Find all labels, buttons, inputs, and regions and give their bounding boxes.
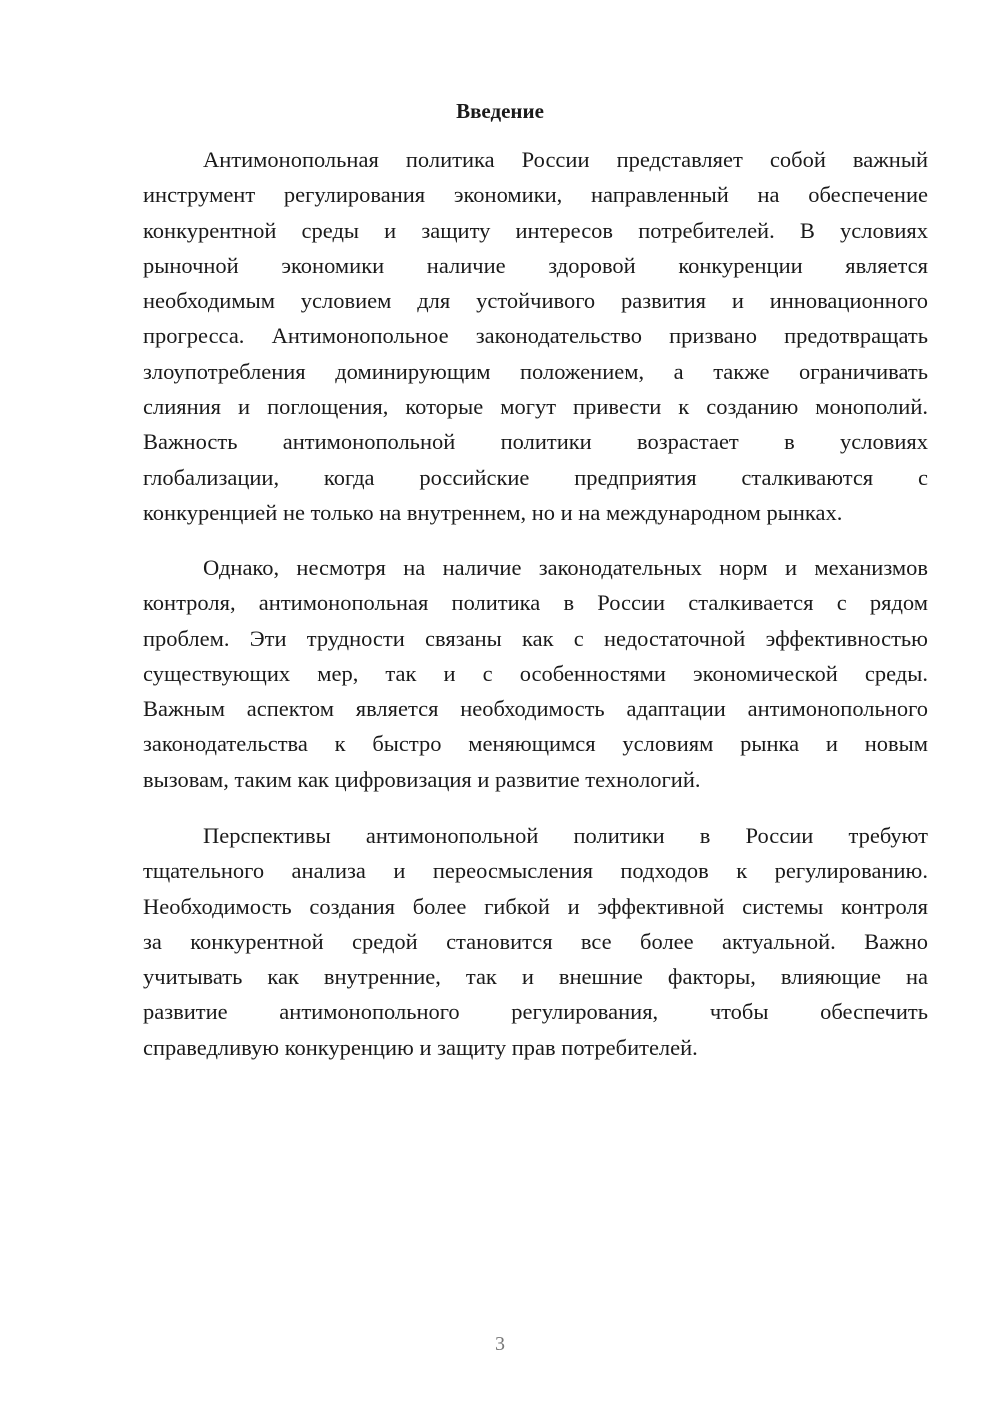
text-line: законодательства к быстро меняющимся условиям рынка и новым — [143, 731, 928, 757]
paragraph-2 — [143, 550, 928, 797]
text-line: необходимым условием для устойчивого развития и инновационного — [143, 288, 928, 314]
text-line: прогресса. Антимонопольное законодательство призвано предотвращать — [143, 323, 928, 349]
text-line: слияния и поглощения, которые могут привести к созданию монополий. — [143, 394, 928, 420]
text-line: Важность антимонопольной политики возрастает в условиях — [143, 429, 928, 455]
paragraph-1 — [143, 142, 928, 530]
text-line: существующих мер, так и с особенностями экономической среды. — [143, 660, 928, 686]
text-line: конкуренцией не только на внутреннем, но и на международном рынках. — [143, 499, 843, 525]
text-line: проблем. Эти трудности связаны как с недостаточной эффективностью — [143, 625, 928, 651]
text-line: учитывать как внутренние, так и внешние факторы, влияющие на — [143, 964, 928, 990]
text-line: Перспективы антимонопольной политики в России требуют — [203, 823, 928, 848]
text-line: глобализации, когда российские предприятия сталкиваются с — [143, 464, 928, 490]
text-line: контроля, антимонопольная политика в России сталкивается с рядом — [143, 590, 928, 616]
text-line: вызовам, таким как цифровизация и развитие технологий. — [143, 766, 701, 792]
text-line: за конкурентной средой становится все более актуальной. Важно — [143, 928, 928, 954]
section-title: Введение — [456, 99, 544, 123]
text-line: Однако, несмотря на наличие законодательных норм и механизмов — [203, 555, 928, 580]
text-line: справедливую конкуренцию и защиту прав потребителей. — [143, 1034, 698, 1060]
page-number: 3 — [495, 1333, 505, 1355]
text-line: рыночной экономики наличие здоровой конкуренции является — [143, 252, 928, 278]
text-line: инструмент регулирования экономики, направленный на обеспечение — [143, 182, 928, 208]
text-line: Антимонопольная политика России представляет собой важный — [203, 147, 928, 172]
paragraph-3 — [143, 818, 928, 1065]
text-line: злоупотребления доминирующим положением, а также ограничивать — [143, 358, 928, 384]
text-line: конкурентной среды и защиту интересов потребителей. В условиях — [143, 217, 928, 243]
text-line: развитие антимонопольного регулирования, чтобы обеспечить — [143, 999, 928, 1025]
text-line: Важным аспектом является необходимость адаптации антимонопольного — [143, 696, 928, 722]
text-line: тщательного анализа и переосмысления подходов к регулированию. — [143, 858, 928, 884]
text-line: Необходимость создания более гибкой и эффективной системы контроля — [143, 893, 928, 919]
